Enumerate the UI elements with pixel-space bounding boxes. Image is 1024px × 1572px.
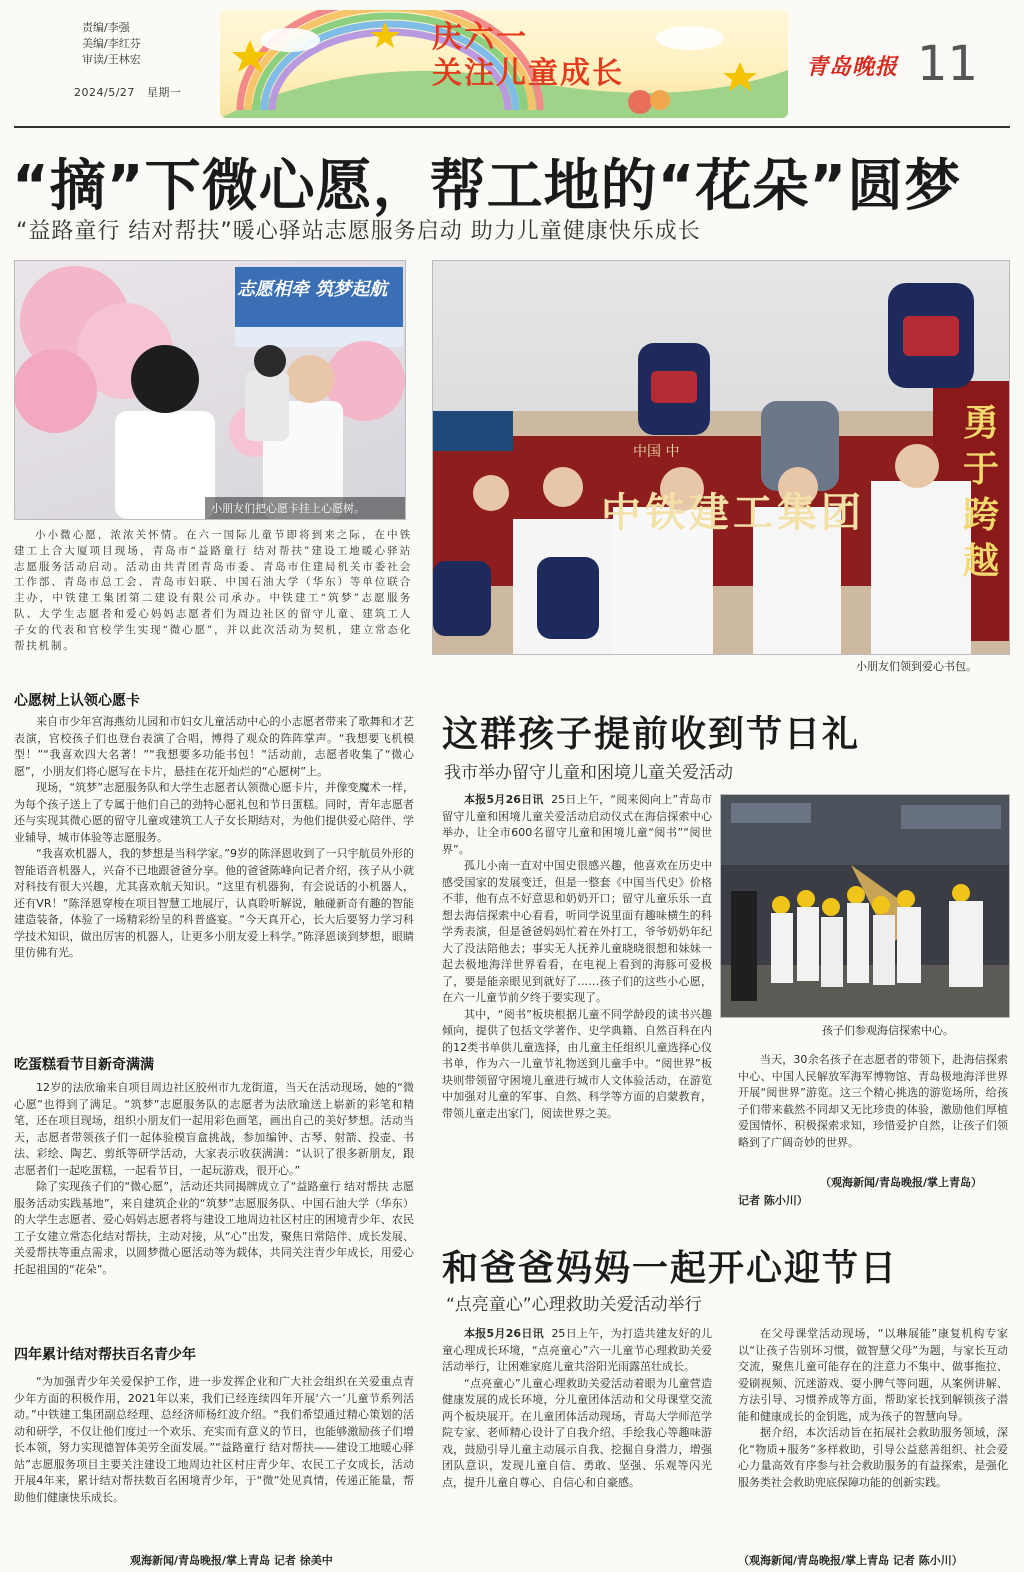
photo-science-center	[720, 794, 1010, 1018]
article2-para: 其中，“阅书”板块根据儿童不同学龄段的读书兴趣倾向，提供了包括文学著作、史学典籍、自然百科在内的12类书单供儿童选择，由儿童主任组织儿童选择心仪书单，作为六一儿童节礼物送到儿童手中。“阅世界”板块则带领留守困境儿童进行城市人文体验活动，在游览中加强对儿童的军事、自然、科学等方面的启蒙教育，带领儿童走出家门，阅读世界之美。	[442, 1007, 712, 1120]
section1-para: “我喜欢机器人，我的梦想是当科学家。”9岁的陈泽恩收到了一只宇航员外形的智能语音机器人，兴奋不已地跟爸爸分享。他的爸爸陈峰向记者介绍，孩子从小就对科技有很大兴趣，尤其喜欢航天知识。“这里有机器狗，有会说话的小机器人，还有VR！”陈泽恩穿梭在项目智慧工地展厅，认真聆听解说，触碰新奇有趣的智能建造装备，体验了一场精彩纷呈的科普盛宴。“今天真开心，长大后要努力学习科学技术知识，做出厉害的机器人，让更多小朋友爱上科学。”陈泽恩谈到梦想，眼睛里仿佛有光。	[14, 847, 414, 959]
credit-designer: 美编/李红芬	[82, 37, 141, 50]
photo2-sign-slogan: 勇于跨越	[963, 403, 1000, 582]
article3-subheadline: “点亮童心”心理救助关爱活动举行	[446, 1295, 702, 1315]
article3-right-para: 据介绍，本次活动旨在拓展社会救助服务领域，深化“物质+服务”多样救助，引导公益慈善组织、社会爱心力量高效有序参与社会救助服务的有益探索，是强化服务类社会救助兜底保障功能的创新实践。	[738, 1426, 1008, 1489]
page-number: 11	[917, 36, 979, 92]
article2-byline-source: （观海新闻/青岛晚报/掌上青岛）	[820, 1176, 983, 1189]
article3-lead-para	[442, 1326, 712, 1376]
section3-heading: 四年累计结对帮扶百名青少年	[14, 1347, 196, 1363]
section1-para: 现场，“筑梦”志愿服务队和大学生志愿者认领微心愿卡片，并像变魔术一样，为每个孩子送上了专属于他们自己的劲特心愿礼包和节日蛋糕。同时，青年志愿者还与实现其微心愿的留守儿童或建筑工人子女长期结对，为他们提供爱心陪伴、学业辅导、城市体验等志愿服务。	[14, 781, 414, 844]
photo-backpacks-image	[433, 261, 1009, 654]
article3-para: “点亮童心”儿童心理救助关爱活动着眼为儿童营造健康发展的成长环境，分儿童团体活动和父母课堂交流两个板块展开。在儿童团体活动现场，青岛大学师范学院专家、老师精心设计了自我介绍、手绘我心等趣味游戏，鼓励引导儿童主动展示自我、挖掘自身潜力，增强团队意识，发现儿童自信、勇敢、坚强、乐观等闪光点，提升儿童自尊心、自信心和自豪感。	[442, 1376, 712, 1489]
section2-para: 12岁的法欣瑜来自项目周边社区胶州市九龙街道，当天在活动现场，她的“微心愿”也得到了满足。“筑梦”志愿服务队的志愿者为法欣瑜送上崭新的彩笔和精笔，还在项目现场，组织小朋友们一起用彩色画笔，画出自己的美好梦想。活动当天，志愿者带领孩子们一起体验模盲盒挑战，参加编钟、古琴、射箭、投壶、书法、彩绘、陶艺、剪纸等研学活动，大家表示收获满满：“认识了很多新朋友，跟志愿者们一起吃蛋糕，一起看节目，一起玩游戏，很开心。”	[14, 1081, 414, 1177]
photo2-caption: 小朋友们领到爱心书包。	[856, 660, 977, 673]
article1-byline: 观海新闻/青岛晚报/掌上青岛 记者 徐美中	[130, 1554, 333, 1567]
article2-body	[442, 792, 712, 1122]
editor-credits	[82, 20, 141, 68]
article2-lead-text: 25日上午，“阅来阅向上”青岛市留守儿童和困境儿童关爱活动启动仪式在海信探索中心举办，让全市600名留守儿童和困境儿童“阅书”“阅世界”。	[442, 793, 712, 856]
section2-para: 除了实现孩子们的“微心愿”，活动还共同揭牌成立了“益路童行 结对帮扶 志愿服务活动实践基地”，来自建筑企业的“筑梦”志愿服务队、中国石油大学（华东）的大学生志愿者、爱心妈妈志愿者将与建设工地周边社区村庄的困境青少年、农民工子女建立常态化结对帮扶，主动对接，从“心”出发，聚焦日常陪伴、成长发展、关爱帮扶等重点需求，以圆梦微心愿活动等为载体，共同关注青少年成长，用爱心托起祖国的“花朵”。	[14, 1180, 414, 1276]
section2-body	[14, 1080, 414, 1278]
article2-lead-label: 本报5月26日讯	[464, 793, 544, 806]
main-subheadline: “益路童行 结对帮扶”暖心驿站志愿服务启动 助力儿童健康快乐成长	[16, 219, 701, 244]
photo2-sign-small: 中国 中	[633, 444, 680, 460]
article2-right-body	[738, 1052, 1008, 1151]
section1-body	[14, 714, 414, 962]
article2-byline-reporter: 记者 陈小川）	[738, 1194, 808, 1207]
photo-science-center-image	[721, 795, 1009, 1017]
section2-heading: 吃蛋糕看节目新奇满满	[14, 1057, 154, 1073]
dateline	[74, 84, 181, 100]
section3-body	[14, 1374, 414, 1506]
credit-editor: 责编/李强	[82, 21, 130, 34]
article2-subheadline: 我市举办留守儿童和困境儿童关爱活动	[444, 763, 733, 783]
photo-wish-tree	[14, 260, 406, 520]
article3-byline: （观海新闻/青岛晚报/掌上青岛 记者 陈小川）	[738, 1554, 963, 1567]
photo-backpacks	[432, 260, 1010, 655]
photo-science-center-caption: 孩子们参观海信探索中心。	[822, 1024, 954, 1037]
article2-para: 孤儿小南一直对中国史很感兴趣，他喜欢在历史中感受国家的发展变迁，但是一整套《中国当代史》价格不菲，他有点不好意思和奶奶开口；留守儿童乐乐一直想去海信探索中心看看，听同学说里面有趣味横生的科学秀表演，但是爸爸妈妈忙着在外打工，爷爷奶奶年纪大了没法陪他去；事实无人抚养儿童晓晓很想和妹妹一起去极地海洋世界看看，在电视上看到的海豚可爱极了，要是能亲眼见到就好了……孩子们的这些小心愿，在六一儿童节前夕终于要实现了。	[442, 859, 712, 1004]
main-headline: “摘”下微心愿，帮工地的“花朵”圆梦	[12, 154, 962, 219]
photo1-banner-text: 志愿相牵 筑梦起航	[237, 279, 388, 300]
article2-headline: 这群孩子提前收到节日礼	[442, 714, 861, 755]
article3-headline: 和爸爸妈妈一起开心迎节日	[442, 1248, 899, 1289]
article2-lead-para	[442, 792, 712, 858]
photo2-sign-company: 中铁建工集团	[601, 490, 865, 536]
article3-lead-text: 25日上午，为打造共建友好的儿童心理成长环境，“点亮童心”六一儿童节心理救助关爱活动举行，让困难家庭儿童共浴阳光雨露茁壮成长。	[442, 1327, 712, 1373]
article1-intro	[14, 528, 412, 654]
article3-right-para: 在父母课堂活动现场，“以琳展能”康复机构专家以“让孩子告别坏习惯，做智慧父母”为题，与家长互动交流，聚焦儿童可能存在的注意力不集中、做事拖拉、爱刷视频、沉迷游戏、耍小脾气等问题，从案例讲解、方法引导、习惯养成等方面，帮助家长找到解锁孩子潜能和健康成长的金钥匙，成为孩子的智慧向导。	[738, 1327, 1008, 1423]
credit-reviewer: 审读/王林宏	[82, 53, 141, 66]
banner-title-line1: 庆六一	[432, 20, 528, 55]
section1-para: 来自市少年宫海燕幼儿园和市妇女儿童活动中心的小志愿者带来了歌舞和才艺表演，官校孩子们也登台表演了合唱，博得了观众的阵阵掌声。“我想要飞机模型！”“我喜欢四大名著！”“我想要多功能书包！”活动前，志愿者收集了“微心愿”，小朋友们将心愿写在卡片，悬挂在花开灿烂的“心愿树”上。	[14, 715, 414, 778]
article3-left-body	[442, 1326, 712, 1491]
article1-intro-text: 小小微心愿，浓浓关怀情。在六一国际儿童节即将到来之际，在中铁建工上合大厦项目现场，青岛市“益路童行 结对帮扶”建设工地暖心驿站志愿服务活动启动。活动由共青团青岛市委、青岛市住建局机关市委社会工作部、青岛市总工会、青岛市妇联、中国石油大学（华东）等单位联合主办，中铁建工集团第二建设有限公司承办。中铁建工“筑梦”志愿服务队、大学生志愿者和爱心妈妈志愿者们为周边社区的留守儿童、建筑工人子女的代表和官校学生实现“微心愿”，并以此次活动为契机，建立常态化帮扶机制。	[14, 529, 412, 652]
article2-right-para: 当天，30余名孩子在志愿者的带领下，赴海信探索中心、中国人民解放军海军博物馆、青岛极地海洋世界开展“阅世界”游览。这三个精心挑选的游览场所，给孩子们带来截然不同却又无比珍贵的体验，激励他们厚植爱国情怀、积极探索求知，珍惜爱护自然，让孩子们领略到了广阔奇妙的世界。	[738, 1053, 1008, 1149]
newspaper-name: 青岛晚报	[806, 54, 899, 80]
banner-title	[432, 20, 624, 92]
issue-weekday: 星期一	[146, 86, 182, 99]
banner-title-line2: 关注儿童成长	[432, 56, 624, 91]
article3-lead-label: 本报5月26日讯	[464, 1327, 544, 1340]
issue-date: 2024/5/27	[74, 86, 135, 99]
section3-para: “为加强青少年关爱保护工作，进一步发挥企业和广大社会组织在关爱重点青少年方面的积极作用，2021年以来，我们已经连续四年开展‘六一’儿童节系列活动。”中铁建工集团副总经理、总经济师杨红波介绍。“我们希望通过精心策划的活动和研学，不仅让他们度过一个欢乐、充实而有意义的节日，也能够激励孩子们增长本领，努力实现德智体美劳全面发展。”“益路童行 结对帮扶——建设工地暖心驿站”志愿服务项目主要关注建设工地周边社区村庄青少年、农民工子女成长，活动开展4年来，累计结对帮扶数百名困境青少年，于“微”处见真情，传递正能量，帮助他们健康快乐成长。	[14, 1375, 414, 1504]
article3-right-body	[738, 1326, 1008, 1491]
header-rule	[14, 126, 1010, 128]
section1-heading: 心愿树上认领心愿卡	[14, 693, 140, 709]
photo1-caption: 小朋友们把心愿卡挂上心愿树。	[211, 502, 365, 515]
